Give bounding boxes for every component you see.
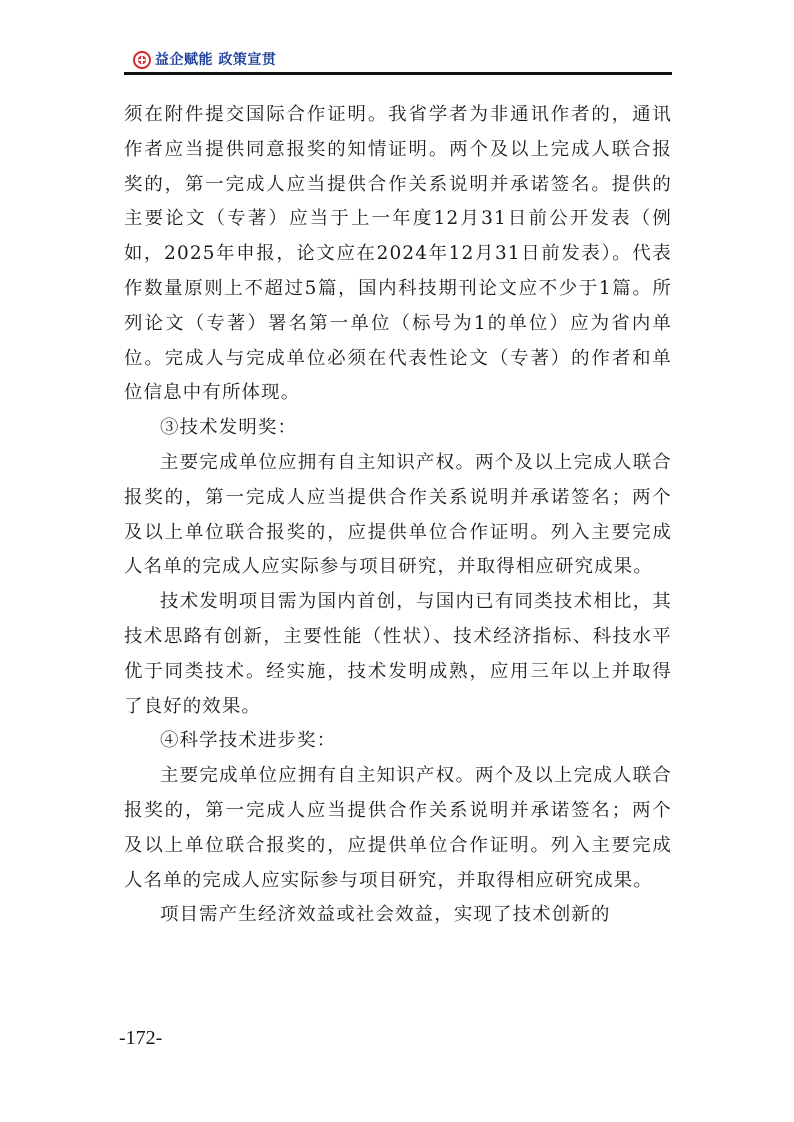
brand-logo-icon: [133, 51, 151, 69]
paragraph: 主要完成单位应拥有自主知识产权。两个及以上完成人联合报奖的，第一完成人应当提供合作关系说明并承诺签名；两个及以上单位联合报奖的，应提供单位合作证明。列入主要完成人名单的完成人应实际参与项目研究，并取得相应研究成果。: [124, 765, 672, 891]
document-body: [124, 98, 672, 933]
paragraph: 须在附件提交国际合作证明。我省学者为非通讯作者的，通讯作者应当提供同意报奖的知情证明。两个及以上完成人联合报奖的，第一完成人应当提供合作关系说明并承诺签名。提供的主要论文（专著）应当于上一年度12月31日前公开发表（例如，2025年申报，论文应在2024年12月31日前发表）。代表作数量原则上不超过5篇，国内科技期刊论文应不少于1篇。所列论文（专著）署名第一单位（标号为1的单位）应为省内单位。完成人与完成单位必须在代表性论文（专著）的作者和单位信息中有所体现。: [124, 104, 672, 404]
section-heading: ③技术发明奖：: [160, 417, 298, 439]
header-divider: [124, 72, 672, 75]
paragraph: 技术发明项目需为国内首创，与国内已有同类技术相比，其技术思路有创新，主要性能（性状）、技术经济指标、科技水平优于同类技术。经实施，技术发明成熟，应用三年以上并取得了良好的效果。: [124, 591, 672, 717]
paragraph: 主要完成单位应拥有自主知识产权。两个及以上完成人联合报奖的，第一完成人应当提供合作关系说明并承诺签名；两个及以上单位联合报奖的，应提供单位合作证明。列入主要完成人名单的完成人应实际参与项目研究，并取得相应研究成果。: [124, 451, 672, 578]
paragraph: 项目需产生经济效益或社会效益，实现了技术创新的: [160, 904, 611, 926]
page-header: [124, 48, 672, 74]
section-heading: ④科学技术进步奖：: [160, 730, 337, 752]
brand-logo-text: 益企赋能 政策宣贯: [155, 52, 277, 68]
page-number: -172-: [119, 1027, 163, 1049]
